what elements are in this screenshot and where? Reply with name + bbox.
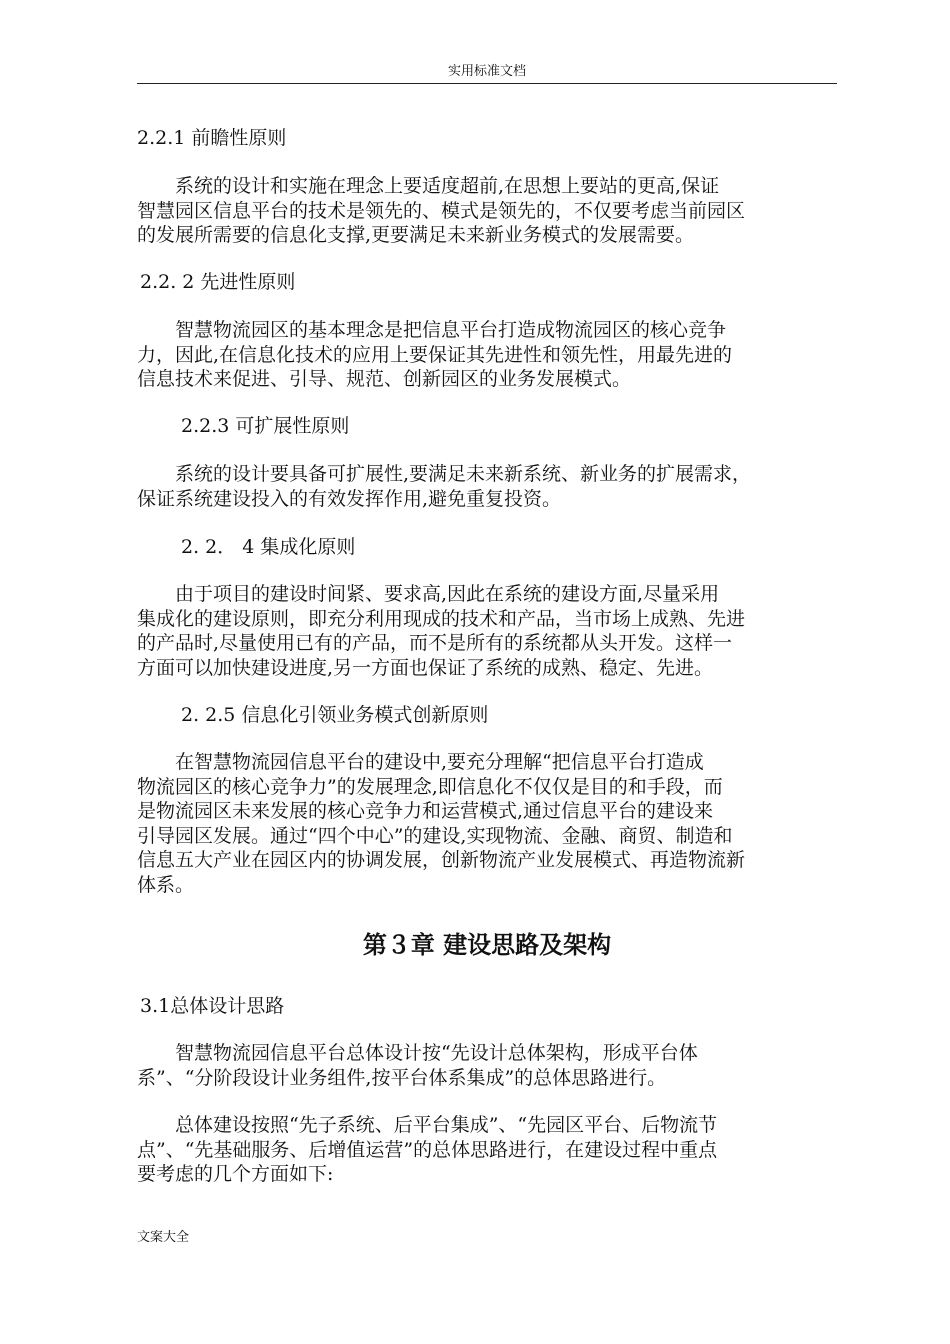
paragraph-2-2-2	[137, 318, 837, 392]
text-line: 保证系统建设投入的有效发挥作用,避免重复投资。	[137, 487, 562, 510]
text-line: 由于项目的建设时间紧、要求高,因此在系统的建设方面,尽量采用	[137, 583, 720, 605]
section-heading-2-2-1: 2.2.1 前瞻性原则	[137, 127, 287, 149]
text-line: 方面可以加快建设进度,另一方面也保证了系统的成熟、稳定、先进。	[137, 656, 714, 679]
section-heading-2-2-5: 2. 2.5 信息化引领业务模式创新原则	[181, 704, 489, 726]
text-line: 要考虑的几个方面如下:	[137, 1163, 334, 1185]
text-line: 是物流园区未来发展的核心竞争力和运营模式,通过信息平台的建设来	[137, 800, 714, 822]
text-line: 系统的设计和实施在理念上要适度超前,在思想上要站的更高,保证	[137, 175, 720, 197]
text-line: 智慧物流园区的基本理念是把信息平台打造成物流园区的核心竞争	[137, 319, 727, 341]
section-heading-2-2-4: 2. 2． 4 集成化原则	[181, 536, 356, 558]
text-line: 系统的设计要具备可扩展性,要满足未来新系统、新业务的扩展需求，	[137, 463, 752, 485]
paragraph-2-2-4	[137, 582, 837, 680]
text-line: 体系。	[137, 873, 195, 896]
text-line: 在智慧物流园信息平台的建设中,要充分理解“把信息平台打造成	[137, 751, 704, 773]
section-heading-3-1: 3.1总体设计思路	[140, 995, 285, 1017]
text-line: 总体建设按照“先子系统、后平台集成”、“先园区平台、后物流节	[137, 1114, 718, 1136]
text-line: 物流园区的核心竞争力”的发展理念,即信息化不仅仅是目的和手段，而	[137, 775, 723, 798]
section-heading-2-2-2: 2.2. 2 先进性原则	[140, 271, 296, 293]
text-line: 的发展所需要的信息化支撑,更要满足未来新业务模式的发展需要。	[137, 224, 695, 246]
section-heading-2-2-3: 2.2.3 可扩展性原则	[181, 415, 350, 437]
paragraph-3-1-a	[137, 1041, 837, 1090]
text-line: 信息五大产业在园区内的协调发展，创新物流产业发展模式、再造物流新	[137, 849, 746, 871]
chapter-title: 第３章 建设思路及架构	[362, 930, 612, 959]
page-footer: 文案大全	[137, 1230, 190, 1245]
header-divider	[137, 83, 837, 84]
text-line: 引导园区发展。通过“四个中心”的建设,实现物流、金融、商贸、制造和	[137, 824, 733, 847]
text-line: 的产品时,尽量使用已有的产品，而不是所有的系统都从头开发。这样一	[137, 632, 733, 654]
paragraph-2-2-3	[137, 462, 837, 511]
paragraph-3-1-b	[137, 1113, 837, 1187]
paragraph-2-2-1	[137, 174, 837, 248]
text-line: 集成化的建设原则，即充分利用现成的技术和产品，当市场上成熟、先进	[137, 607, 746, 630]
page-header: 实用标准文档	[447, 64, 526, 79]
text-line: 信息技术来促进、引导、规范、创新园区的业务发展模式。	[137, 368, 632, 390]
text-line: 系”、“分阶段设计业务组件,按平台体系集成”的总体思路进行。	[137, 1066, 667, 1089]
paragraph-2-2-5	[137, 750, 837, 897]
text-line: 点”、“先基础服务、后增值运营”的总体思路进行，在建设过程中重点	[137, 1138, 718, 1161]
text-line: 智慧物流园信息平台总体设计按“先设计总体架构，形成平台体	[137, 1042, 698, 1064]
text-line: 智慧园区信息平台的技术是领先的、模式是领先的，不仅要考虑当前园区	[137, 199, 746, 222]
text-line: 力，因此,在信息化技术的应用上要保证其先进性和领先性，用最先进的	[137, 343, 733, 366]
